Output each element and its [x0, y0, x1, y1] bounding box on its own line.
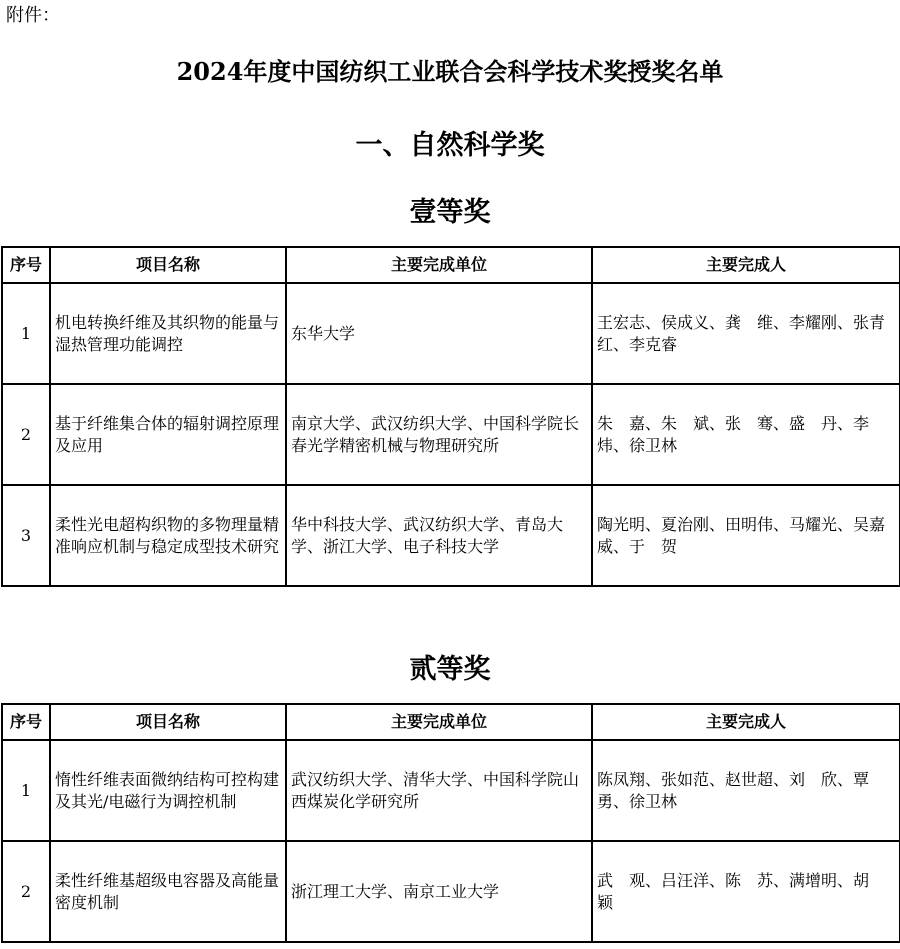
table-row	[2, 283, 900, 384]
cell-project: 基于纤维集合体的辐射调控原理及应用	[50, 384, 286, 485]
table-row	[2, 485, 900, 586]
cell-units: 华中科技大学、武汉纺织大学、青岛大学、浙江大学、电子科技大学	[286, 485, 592, 586]
cell-people: 武 观、吕汪洋、陈 苏、满增明、胡 颖	[592, 841, 900, 942]
document-title: 2024年度中国纺织工业联合会科学技术奖授奖名单	[176, 57, 724, 86]
attachment-label: 附件：	[6, 5, 60, 26]
cell-units: 武汉纺织大学、清华大学、中国科学院山西煤炭化学研究所	[286, 740, 592, 841]
header-seq: 序号	[2, 247, 50, 283]
table-row	[2, 841, 900, 942]
second-prize-title: 贰等奖	[409, 654, 491, 685]
table-header-row	[2, 247, 900, 283]
cell-people: 陶光明、夏治刚、田明伟、马耀光、吴嘉威、于 贺	[592, 485, 900, 586]
cell-project: 柔性纤维基超级电容器及高能量密度机制	[50, 841, 286, 942]
section-title: 一、自然科学奖	[355, 130, 545, 161]
cell-project: 惰性纤维表面微纳结构可控构建及其光/电磁行为调控机制	[50, 740, 286, 841]
header-units: 主要完成单位	[286, 247, 592, 283]
table-header-row	[2, 704, 900, 740]
cell-seq: 1	[2, 740, 50, 841]
cell-people: 王宏志、侯成义、龚 维、李耀刚、张青红、李克睿	[592, 283, 900, 384]
header-project: 项目名称	[50, 704, 286, 740]
first-prize-table	[1, 246, 900, 587]
cell-people: 朱 嘉、朱 斌、张 骞、盛 丹、李 炜、徐卫林	[592, 384, 900, 485]
header-people: 主要完成人	[592, 704, 900, 740]
table-row	[2, 384, 900, 485]
cell-seq: 2	[2, 841, 50, 942]
header-project: 项目名称	[50, 247, 286, 283]
cell-seq: 3	[2, 485, 50, 586]
cell-units: 浙江理工大学、南京工业大学	[286, 841, 592, 942]
cell-units: 南京大学、武汉纺织大学、中国科学院长春光学精密机械与物理研究所	[286, 384, 592, 485]
first-prize-title: 壹等奖	[409, 197, 491, 228]
header-seq: 序号	[2, 704, 50, 740]
second-prize-table	[1, 703, 900, 943]
header-units: 主要完成单位	[286, 704, 592, 740]
cell-seq: 1	[2, 283, 50, 384]
cell-people: 陈凤翔、张如范、赵世超、刘 欣、覃 勇、徐卫林	[592, 740, 900, 841]
cell-seq: 2	[2, 384, 50, 485]
cell-project: 柔性光电超构织物的多物理量精准响应机制与稳定成型技术研究	[50, 485, 286, 586]
cell-project: 机电转换纤维及其织物的能量与湿热管理功能调控	[50, 283, 286, 384]
table-row	[2, 740, 900, 841]
cell-units: 东华大学	[286, 283, 592, 384]
header-people: 主要完成人	[592, 247, 900, 283]
